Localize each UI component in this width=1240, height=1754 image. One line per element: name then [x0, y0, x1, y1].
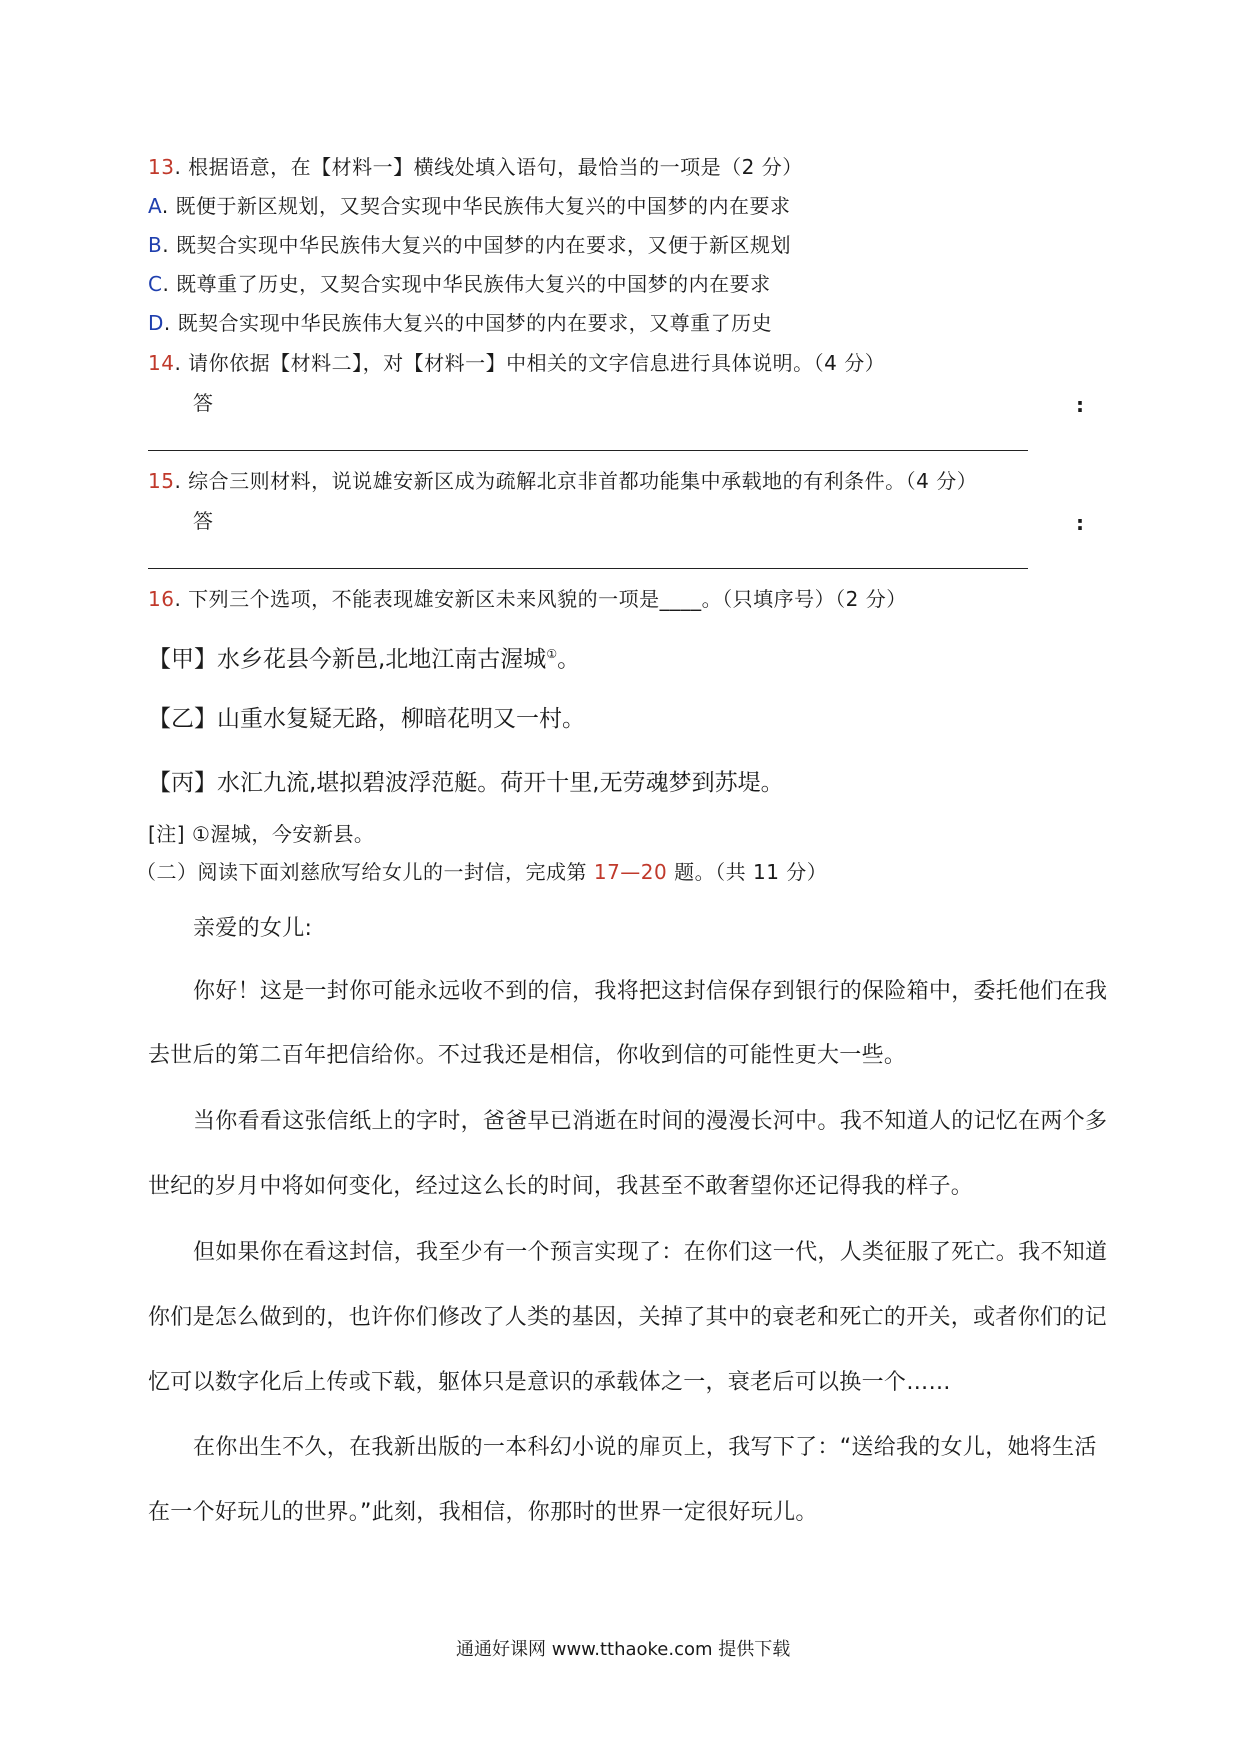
- section2-prefix: （二）阅读下面刘慈欣写给女儿的一封信，完成第: [136, 860, 594, 884]
- q15-number: 15: [148, 469, 175, 493]
- q15-text: . 综合三则材料，说说雄安新区成为疏解北京非首都功能集中承载地的有利条件。（4 分）: [174, 469, 978, 493]
- item-text: 山重水复疑无路，柳暗花明又一村。: [217, 706, 585, 732]
- q14-number: 14: [148, 351, 175, 375]
- letter-line: 你们是怎么做到的，也许你们修改了人类的基因，关掉了其中的衰老和死亡的开关，或者你们的记: [148, 1305, 1107, 1330]
- q14-answer-label: 答: [193, 391, 214, 415]
- letter-line: 当你看看这张信纸上的字时，爸爸早已消逝在时间的漫漫长河中。我不知道人的记忆在两个多: [193, 1109, 1108, 1134]
- letter-line: 忆可以数字化后上传或下载，躯体只是意识的承载体之一，衰老后可以换一个……: [148, 1370, 951, 1395]
- q13-option-c: [148, 270, 771, 298]
- option-letter: D: [148, 311, 164, 335]
- letter-line: 你好！这是一封你可能永远收不到的信，我将把这封信保存到银行的保险箱中，委托他们在我: [193, 979, 1108, 1004]
- q15-stem: [148, 467, 977, 495]
- q14-answer-line[interactable]: [148, 450, 1028, 451]
- option-text: . 既契合实现中华民族伟大复兴的中国梦的内在要求，又尊重了历史: [163, 311, 773, 335]
- option-letter: B: [148, 233, 163, 257]
- option-letter: A: [148, 194, 162, 218]
- q16-note: [注] ①渥城，今安新县。: [148, 822, 375, 846]
- q16-item-yi: [148, 704, 585, 734]
- letter-line: 但如果你在看这封信，我至少有一个预言实现了：在你们这一代，人类征服了死亡。我不知道: [193, 1240, 1108, 1265]
- q15-answer-line[interactable]: [148, 568, 1028, 569]
- item-label: 【甲】: [148, 646, 217, 673]
- section2-suffix: 题。（共 11 分）: [667, 860, 828, 884]
- letter-line: 世纪的岁月中将如何变化，经过这么长的时间，我甚至不敢奢望你还记得我的样子。: [148, 1174, 974, 1199]
- q16-item-jia: [148, 639, 580, 675]
- letter-line: 去世后的第二百年把信给你。不过我还是相信，你收到信的可能性更大一些。: [148, 1043, 907, 1068]
- item-text: 水乡花县今新邑,北地江南古渥城: [217, 646, 547, 673]
- q14-text: . 请你依据【材料二】，对【材料一】中相关的文字信息进行具体说明。（4 分）: [174, 351, 886, 375]
- footnote-mark: ①: [546, 647, 558, 661]
- q15-answer-colon: :: [1076, 511, 1084, 535]
- item-label: 【丙】: [148, 770, 217, 796]
- q16-text: . 下列三个选项，不能表现雄安新区未来风貌的一项是____。（只填序号）（2 分）: [174, 587, 907, 611]
- item-end: 。: [557, 646, 581, 673]
- q13-option-b: [148, 231, 791, 259]
- q16-item-bing: [148, 768, 784, 798]
- q16-number: 16: [148, 587, 175, 611]
- q13-number: 13: [148, 155, 175, 179]
- q13-text: . 根据语意，在【材料一】横线处填入语句，最恰当的一项是（2 分）: [174, 155, 803, 179]
- option-letter: C: [148, 272, 163, 296]
- q15-answer-label: 答: [193, 509, 214, 533]
- q13-option-a: [148, 192, 791, 220]
- item-text: 水汇九流,堪拟碧波浮范艇。荷开十里,无劳魂梦到苏堤。: [217, 770, 784, 796]
- page-footer: 通通好课网 www.tthaoke.com 提供下载: [456, 1639, 791, 1660]
- q13-stem: [148, 153, 803, 181]
- section2-heading: [136, 858, 827, 886]
- q14-answer-colon: :: [1076, 393, 1084, 417]
- q14-stem: [148, 349, 885, 377]
- letter-line: 在一个好玩儿的世界。”此刻，我相信，你那时的世界一定很好玩儿。: [148, 1500, 818, 1525]
- letter-line: 在你出生不久，在我新出版的一本科幻小说的扉页上，我写下了：“送给我的女儿，她将生活: [193, 1435, 1097, 1460]
- q16-stem: [148, 585, 907, 613]
- section2-range: 17—20: [593, 860, 668, 884]
- q13-option-d: [148, 309, 772, 337]
- option-text: . 既契合实现中华民族伟大复兴的中国梦的内在要求，又便于新区规划: [162, 233, 791, 257]
- letter-greeting: 亲爱的女儿:: [193, 916, 313, 941]
- option-text: . 既便于新区规划，又契合实现中华民族伟大复兴的中国梦的内在要求: [161, 194, 791, 218]
- item-label: 【乙】: [148, 706, 217, 732]
- option-text: . 既尊重了历史，又契合实现中华民族伟大复兴的中国梦的内在要求: [162, 272, 771, 296]
